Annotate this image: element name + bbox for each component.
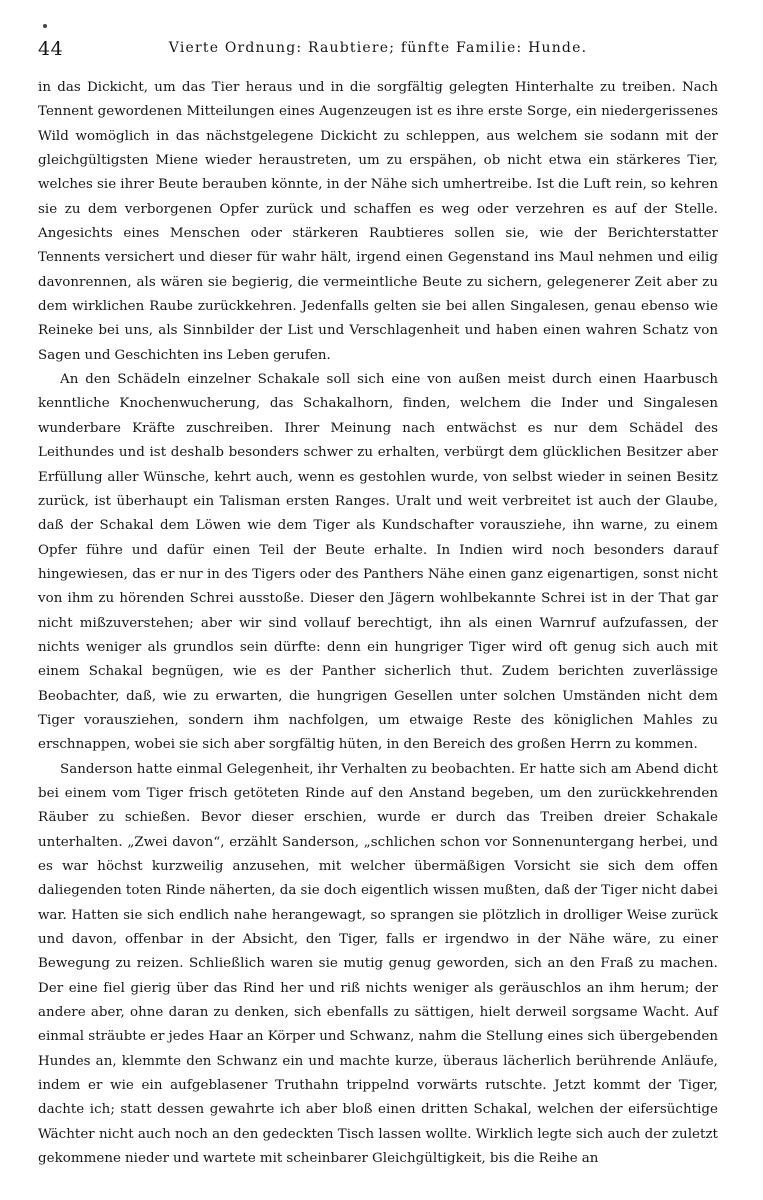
paragraph-3: Sanderson hatte einmal Gelegenheit, ihr Verhalten zu beobachten. Er hatte sich am Abend dicht bei einem vom Tiger frisch getöteten Rinde auf den Anstand begeben, um den zurückkehrenden Räuber zu schießen. Bevor dieser erschien, wurde er durch das Treiben dreier Schakale unterhalten. „Zwei davon“, erzählt Sanderson, „schlichen schon vor Sonnenuntergang herbei, und es war höchst kurzweilig anzusehen, mit welcher übermäßigen Vorsicht sie sich dem offen daliegenden toten Rinde näherten, da sie doch eigentlich wissen mußten, daß der Tiger nicht dabei war. Hatten sie sich endlich nahe herangewagt, so sprangen sie plötzlich in drolliger Weise zurück und davon, offenbar in der Absicht, den Tiger, falls er irgendwo in der Nähe wäre, zu einer Bewegung zu reizen. Schließlich waren sie mutig genug geworden, sich an den Fraß zu machen. Der eine fiel gierig über das Rind her und riß nichts weniger als geräuschlos an ihm herum; der andere aber, ohne daran zu denken, sich ebenfalls zu sättigen, hielt derweil sorgsame Wacht. Auf einmal sträubte er jedes Haar an Körper und Schwanz, nahm die Stellung eines sich übergebenden Hundes an, klemmte den Schwanz ein und machte kurze, überaus lächerlich berührende Anläufe, indem er wie ein aufgeblasener Truthahn trippelnd vorwärts rutschte. Jetzt kommt der Tiger, dachte ich; statt dessen gewahrte ich aber bloß einen dritten Schakal, welchen der eifersüchtige Wächter nicht auch noch an den gedeckten Tisch lassen wollte. Wirklich legte sich auch der zuletzt gekommene nieder und wartete mit scheinbarer Gleichgültigkeit, bis die Reihe an — [38, 761, 718, 1167]
print-speck — [43, 24, 47, 28]
page-header — [38, 38, 718, 64]
body-text — [38, 76, 718, 1182]
page-number: 44 — [38, 38, 64, 60]
paragraph-2: An den Schädeln einzelner Schakale soll sich eine von außen meist durch einen Haarbusch kenntliche Knochenwucherung, das Schakalhorn, finden, welchem die Inder und Singalesen wunderbare Kräfte zuschreiben. Ihrer Meinung nach entwächst es nur dem Schädel des Leithundes und ist deshalb besonders schwer zu erhalten, verbürgt dem glücklichen Besitzer aber Erfüllung aller Wünsche, kehrt auch, wenn es gestohlen wurde, von selbst wieder in seinen Besitz zurück, ist überhaupt ein Talisman ersten Ranges. Uralt und weit verbreitet ist auch der Glaube, daß der Schakal dem Löwen wie dem Tiger als Kundschafter vorausziehe, ihn warne, zu einem Opfer führe und dafür einen Teil der Beute erhalte. In Indien wird noch besonders darauf hingewiesen, das er nur in des Tigers oder des Panthers Nähe einen ganz eigenartigen, sonst nicht von ihm zu hörenden Schrei ausstoße. Dieser den Jägern wohlbekannte Schrei ist in der That gar nicht mißzuverstehen; aber wir sind vollauf berechtigt, ihn als einen Warnruf aufzufassen, der nichts weniger als grundlos sein dürfte: denn ein hungriger Tiger wird oft genug sich auch mit einem Schakal begnügen, wie es der Panther sicherlich thut. Zudem berichten zuverlässige Beobachter, daß, wie zu erwarten, die hungrigen Gesellen unter solchen Umständen nicht dem Tiger vorausziehen, sondern ihm nachfolgen, um etwaige Reste des königlichen Mahles zu erschnappen, wobei sie sich aber sorgfältig hüten, in den Bereich des großen Herrn zu kommen. — [38, 372, 718, 753]
running-head: Vierte Ordnung: Raubtiere; fünfte Familie: Hunde. — [168, 40, 588, 56]
paragraph-1: in das Dickicht, um das Tier heraus und in die sorgfältig gelegten Hinterhalte zu treiben. Nach Tennent gewordenen Mitteilungen eines Augenzeugen ist es ihre erste Sorge, ein niedergerissenes Wild womöglich in das nächstgelegene Dickicht zu schleppen, aus welchem sie sodann mit der gleichgültigsten Miene wieder heraustreten, um zu erspähen, ob nicht etwa ein stärkeres Tier, welches sie ihrer Beute berauben könnte, in der Nähe sich umhertreibe. Ist die Luft rein, so kehren sie zu dem verborgenen Opfer zurück und schaffen es weg oder verzehren es auf der Stelle. Angesichts eines Menschen oder stärkeren Raubtieres sollen sie, wie der Berichterstatter Tennents versichert und dieser für wahr hält, irgend einen Gegenstand ins Maul nehmen und eilig davonrennen, als wären sie begierig, die vermeintliche Beute zu sichern, gelegenerer Zeit aber zu dem wirklichen Raube zurückkehren. Jedenfalls gelten sie bei allen Singalesen, genau ebenso wie Reineke bei uns, als Sinnbilder der List und Verschlagenheit und haben einen wahren Schatz von Sagen und Geschichten ins Leben gerufen. — [38, 80, 718, 363]
